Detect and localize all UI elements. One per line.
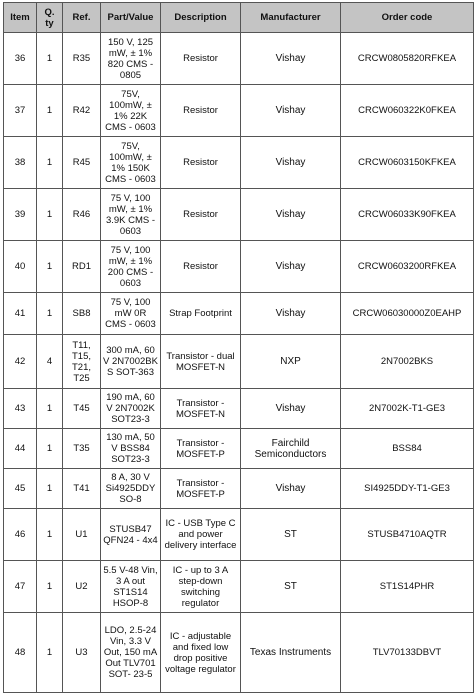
table-row <box>4 469 474 509</box>
cell-item: 48 <box>4 613 37 693</box>
table-row <box>4 429 474 469</box>
cell-ref: RD1 <box>63 241 101 293</box>
cell-manufacturer: ST <box>241 561 341 613</box>
table-row <box>4 335 474 389</box>
cell-ref: R45 <box>63 137 101 189</box>
cell-item: 40 <box>4 241 37 293</box>
cell-qty: 1 <box>37 189 63 241</box>
cell-order-code: STUSB4710AQTR <box>341 509 474 561</box>
cell-qty: 1 <box>37 241 63 293</box>
cell-item: 42 <box>4 335 37 389</box>
cell-part-value: 130 mA, 50 V BSS84 SOT23-3 <box>101 429 161 469</box>
cell-ref: R42 <box>63 85 101 137</box>
header-part-value: Part/Value <box>101 3 161 33</box>
cell-description: Transistor - dual MOSFET-N <box>161 335 241 389</box>
cell-description: Resistor <box>161 241 241 293</box>
cell-part-value: 75 V, 100 mW, ± 1% 200 CMS - 0603 <box>101 241 161 293</box>
cell-item: 44 <box>4 429 37 469</box>
cell-qty: 1 <box>37 429 63 469</box>
table-row <box>4 293 474 335</box>
cell-item: 39 <box>4 189 37 241</box>
cell-manufacturer: Texas Instruments <box>241 613 341 693</box>
cell-order-code: CRCW06033K90FKEA <box>341 189 474 241</box>
cell-part-value: 300 mA, 60 V 2N7002BK S SOT-363 <box>101 335 161 389</box>
cell-qty: 1 <box>37 613 63 693</box>
cell-manufacturer: Vishay <box>241 241 341 293</box>
cell-ref: T35 <box>63 429 101 469</box>
table-row <box>4 33 474 85</box>
cell-manufacturer: Fairchild Semiconductors <box>241 429 341 469</box>
cell-order-code: TLV70133DBVT <box>341 613 474 693</box>
cell-order-code: BSS84 <box>341 429 474 469</box>
table-row <box>4 613 474 693</box>
cell-ref: T11, T15, T21, T25 <box>63 335 101 389</box>
cell-description: Resistor <box>161 189 241 241</box>
cell-part-value: 75 V, 100 mW 0R CMS - 0603 <box>101 293 161 335</box>
cell-order-code: SI4925DDY-T1-GE3 <box>341 469 474 509</box>
cell-manufacturer: Vishay <box>241 189 341 241</box>
cell-item: 41 <box>4 293 37 335</box>
cell-order-code: CRCW0603150KFKEA <box>341 137 474 189</box>
cell-part-value: 75 V, 100 mW, ± 1% 3.9K CMS - 0603 <box>101 189 161 241</box>
cell-part-value: 8 A, 30 V Si4925DDY SO-8 <box>101 469 161 509</box>
cell-order-code: 2N7002K-T1-GE3 <box>341 389 474 429</box>
cell-manufacturer: Vishay <box>241 33 341 85</box>
cell-description: IC - up to 3 A step-down switching regulator <box>161 561 241 613</box>
table-row <box>4 241 474 293</box>
cell-description: IC - USB Type C and power delivery interface <box>161 509 241 561</box>
header-ref: Ref. <box>63 3 101 33</box>
cell-ref: U3 <box>63 613 101 693</box>
cell-ref: U1 <box>63 509 101 561</box>
cell-order-code: CRCW060322K0FKEA <box>341 85 474 137</box>
cell-manufacturer: Vishay <box>241 389 341 429</box>
cell-order-code: ST1S14PHR <box>341 561 474 613</box>
cell-part-value: 75V, 100mW, ± 1% 22K CMS - 0603 <box>101 85 161 137</box>
cell-part-value: 190 mA, 60 V 2N7002K SOT23-3 <box>101 389 161 429</box>
cell-ref: R46 <box>63 189 101 241</box>
cell-description: Resistor <box>161 33 241 85</box>
cell-item: 37 <box>4 85 37 137</box>
header-qty: Q. ty <box>37 3 63 33</box>
cell-part-value: LDO, 2.5-24 Vin, 3.3 V Out, 150 mA Out TLV701 SOT- 23-5 <box>101 613 161 693</box>
cell-ref: T41 <box>63 469 101 509</box>
bom-body <box>4 33 474 693</box>
cell-qty: 1 <box>37 33 63 85</box>
table-row <box>4 389 474 429</box>
cell-ref: SB8 <box>63 293 101 335</box>
cell-qty: 1 <box>37 137 63 189</box>
cell-qty: 4 <box>37 335 63 389</box>
cell-qty: 1 <box>37 561 63 613</box>
cell-ref: T45 <box>63 389 101 429</box>
cell-description: Transistor - MOSFET-P <box>161 429 241 469</box>
cell-part-value: 5.5 V-48 Vin, 3 A out ST1S14 HSOP-8 <box>101 561 161 613</box>
cell-part-value: 150 V, 125 mW, ± 1% 820 CMS - 0805 <box>101 33 161 85</box>
cell-order-code: CRCW0805820RFKEA <box>341 33 474 85</box>
table-row <box>4 189 474 241</box>
cell-qty: 1 <box>37 293 63 335</box>
cell-qty: 1 <box>37 509 63 561</box>
cell-ref: R35 <box>63 33 101 85</box>
cell-item: 45 <box>4 469 37 509</box>
cell-description: Resistor <box>161 137 241 189</box>
cell-part-value: STUSB47 QFN24 - 4x4 <box>101 509 161 561</box>
cell-ref: U2 <box>63 561 101 613</box>
cell-manufacturer: Vishay <box>241 293 341 335</box>
header-description: Description <box>161 3 241 33</box>
cell-item: 38 <box>4 137 37 189</box>
cell-description: IC - adjustable and fixed low drop positive voltage regulator <box>161 613 241 693</box>
cell-qty: 1 <box>37 389 63 429</box>
cell-manufacturer: ST <box>241 509 341 561</box>
cell-description: Transistor - MOSFET-P <box>161 469 241 509</box>
cell-order-code: 2N7002BKS <box>341 335 474 389</box>
table-row <box>4 85 474 137</box>
cell-qty: 1 <box>37 85 63 137</box>
cell-item: 47 <box>4 561 37 613</box>
cell-manufacturer: NXP <box>241 335 341 389</box>
cell-manufacturer: Vishay <box>241 137 341 189</box>
header-item: Item <box>4 3 37 33</box>
cell-description: Strap Footprint <box>161 293 241 335</box>
cell-manufacturer: Vishay <box>241 469 341 509</box>
cell-description: Resistor <box>161 85 241 137</box>
cell-item: 36 <box>4 33 37 85</box>
cell-description: Transistor - MOSFET-N <box>161 389 241 429</box>
cell-qty: 1 <box>37 469 63 509</box>
cell-order-code: CRCW0603200RFKEA <box>341 241 474 293</box>
table-row <box>4 137 474 189</box>
cell-part-value: 75V, 100mW, ± 1% 150K CMS - 0603 <box>101 137 161 189</box>
cell-manufacturer: Vishay <box>241 85 341 137</box>
header-row <box>4 3 474 33</box>
cell-item: 43 <box>4 389 37 429</box>
header-order-code: Order code <box>341 3 474 33</box>
cell-order-code: CRCW06030000Z0EAHP <box>341 293 474 335</box>
header-manufacturer: Manufacturer <box>241 3 341 33</box>
cell-item: 46 <box>4 509 37 561</box>
bom-table <box>3 2 474 693</box>
table-row <box>4 509 474 561</box>
table-row <box>4 561 474 613</box>
